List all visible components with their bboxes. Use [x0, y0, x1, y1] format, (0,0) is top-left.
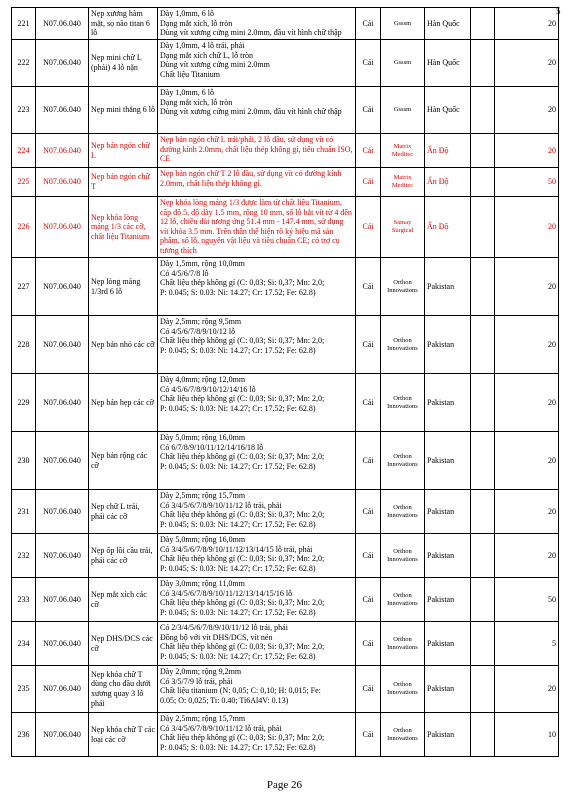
table-row: [12, 534, 559, 578]
table-row: [12, 622, 559, 666]
item-unit: Cái: [356, 534, 381, 578]
item-unit: Cái: [356, 713, 381, 757]
empty-cell: [471, 258, 495, 316]
item-spec: [158, 316, 356, 374]
table-row: [12, 197, 559, 258]
empty-cell: [471, 8, 495, 40]
item-name: Nẹp bản rộng các cỡ: [89, 432, 158, 490]
item-manufacturer: Matrix Meditec: [381, 168, 425, 197]
row-number: 229: [12, 374, 36, 432]
empty-cell: [471, 168, 495, 197]
item-quantity: 20: [495, 534, 559, 578]
item-spec: [158, 40, 356, 87]
item-code: N07.06.040: [36, 432, 89, 490]
item-origin: Ấn Độ: [425, 197, 471, 258]
spec-line: Có 3/4/5/6/7/8/9/10/11/12 lỗ trái, phải: [160, 723, 282, 733]
item-code: N07.06.040: [36, 40, 89, 87]
spec-line: Nẹp bản ngón chữ T 2 lỗ đầu, sử dụng vít có đường kính 2.0mm, chất liệu thép không gỉ.: [160, 169, 342, 188]
spec-line: Chất liệu thép không gỉ (C: 0,03; Si: 0,37; Mn: 2,0;: [160, 394, 325, 404]
item-manufacturer: Orthon Innovations: [381, 258, 425, 316]
item-code: N07.06.040: [36, 622, 89, 666]
item-spec: [158, 578, 356, 622]
spec-line: Dày 2,5mm; rộng 15,7mm: [160, 714, 246, 723]
item-code: N07.06.040: [36, 666, 89, 713]
item-unit: Cái: [356, 490, 381, 534]
spec-line: Dày 5,0mm; rộng 16,0mm: [160, 535, 246, 544]
spec-line: Dày 1,5mm, rộng 10,0mm: [160, 259, 245, 268]
page-footer: Page 26: [266, 779, 303, 791]
item-name: Nẹp ốp lồi cầu trái, phải các cỡ: [89, 534, 158, 578]
item-quantity: 20: [495, 87, 559, 134]
spec-line: Chất liệu thép không gỉ (C: 0,03; Si: 0,37; Mn: 2,0;: [160, 452, 325, 462]
empty-cell: [471, 87, 495, 134]
item-quantity: 20: [495, 8, 559, 40]
item-unit: Cái: [356, 8, 381, 40]
item-code: N07.06.040: [36, 713, 89, 757]
item-name: Nẹp khóa chữ T dùng cho đầu dưới xương quay 3 lỗ phải: [89, 666, 158, 713]
item-spec: [158, 666, 356, 713]
spec-line: P: 0.045; S: 0.03: Ni: 14.27; Cr: 17.52; Fe: 62.8): [160, 651, 316, 661]
item-manufacturer: Orthon Innovations: [381, 374, 425, 432]
spec-line: Có 3/4/5/6/7/8/9/10/11/12 lỗ trái, phải: [160, 500, 282, 510]
item-spec: [158, 432, 356, 490]
item-name: Nẹp chữ L trái, phải các cỡ: [89, 490, 158, 534]
spec-line: Dày 1,0mm, 6 lỗ: [160, 88, 214, 97]
table-row: [12, 578, 559, 622]
item-name: Nẹp mini thẳng 6 lỗ: [89, 87, 158, 134]
spec-line: Dày 5,0mm; rộng 16,0mm: [160, 433, 246, 442]
spec-line: Chất liệu thép không gỉ (C: 0,03; Si: 0,37; Mn: 2,0;: [160, 733, 325, 743]
spec-line: Dày 2,0mm; rộng 9,2mm: [160, 667, 242, 676]
item-spec: [158, 134, 356, 168]
row-number: 236: [12, 713, 36, 757]
item-name: Nẹp bản hẹp các cỡ: [89, 374, 158, 432]
item-origin: Hàn Quốc: [425, 40, 471, 87]
item-code: N07.06.040: [36, 374, 89, 432]
spec-line: Chất liệu thép không gỉ (C: 0,03; Si: 0,37; Mn: 2,0;: [160, 554, 325, 564]
table-row: [12, 87, 559, 134]
item-unit: Cái: [356, 168, 381, 197]
spec-line: Chất liệu thép không gỉ (C: 0,03; Si: 0,37; Mn: 2,0;: [160, 336, 325, 346]
row-number: 227: [12, 258, 36, 316]
item-manufacturer: Orthon Innovations: [381, 666, 425, 713]
item-unit: Cái: [356, 40, 381, 87]
empty-cell: [471, 40, 495, 87]
table-row: [12, 316, 559, 374]
item-origin: Pakistan: [425, 432, 471, 490]
spec-line: P: 0.045; S: 0.03: Ni: 14.27; Cr: 17.52; Fe: 62.8): [160, 742, 316, 752]
spec-line: 0.05; O: 0,025; Ti: 0.40; Ti6Al4V: 0.13): [160, 695, 289, 705]
spec-line: P: 0.045; S: 0.03: Ni: 14.27; Cr: 17.52; Fe: 62.8): [160, 563, 316, 573]
item-origin: Pakistan: [425, 622, 471, 666]
spec-line: Dạng mắt xích, lỗ tròn: [160, 97, 233, 107]
spec-line: Nẹp bản ngón chữ L trái/phải, 2 lỗ đầu, sử dụng vít có đường kính 2.0mm, chất liệu thép không gỉ, tiêu chuẩn ISO, CE: [160, 135, 353, 164]
spec-line: P: 0.045; S: 0.03: Ni: 14.27; Cr: 17.52; Fe: 62.8): [160, 607, 316, 617]
item-origin: Ấn Độ: [425, 168, 471, 197]
spec-line: Có 4/5/6/7/8/9/10/12/14/16 lỗ: [160, 384, 256, 394]
spec-line: Dày 1,0mm, 6 lỗ: [160, 9, 214, 18]
item-quantity: 10: [495, 713, 559, 757]
item-manufacturer: Gsssm: [381, 87, 425, 134]
item-name: Nẹp mini chữ L (phải) 4 lỗ nặn: [89, 40, 158, 87]
spec-line: Dày 2,5mm; rộng 15,7mm: [160, 491, 246, 500]
item-unit: Cái: [356, 197, 381, 258]
spec-line: P: 0.045; S: 0.03: Ni: 14.27; Cr: 17.52; Fe: 62.8): [160, 345, 316, 355]
item-code: N07.06.040: [36, 8, 89, 40]
product-table: [11, 7, 559, 757]
empty-cell: [471, 534, 495, 578]
item-origin: Pakistan: [425, 534, 471, 578]
empty-cell: [471, 197, 495, 258]
item-code: N07.06.040: [36, 534, 89, 578]
empty-cell: [471, 666, 495, 713]
table-row: [12, 374, 559, 432]
row-number: 223: [12, 87, 36, 134]
item-origin: Ấn Độ: [425, 134, 471, 168]
item-origin: Pakistan: [425, 258, 471, 316]
item-code: N07.06.040: [36, 168, 89, 197]
item-name: Nẹp lòng máng 1/3rd 6 lỗ: [89, 258, 158, 316]
item-origin: Pakistan: [425, 666, 471, 713]
item-unit: Cái: [356, 374, 381, 432]
row-number: 232: [12, 534, 36, 578]
row-number: 222: [12, 40, 36, 87]
item-code: N07.06.040: [36, 197, 89, 258]
item-manufacturer: Orthon Innovations: [381, 713, 425, 757]
item-quantity: 50: [495, 578, 559, 622]
spec-line: Dùng vít xương cứng mini 2.0mm: [160, 60, 270, 70]
item-quantity: 20: [495, 490, 559, 534]
item-spec: [158, 534, 356, 578]
item-name: Nẹp bản ngón chữ L: [89, 134, 158, 168]
item-spec: [158, 168, 356, 197]
item-quantity: 20: [495, 134, 559, 168]
empty-cell: [471, 374, 495, 432]
spec-line: Có 4/5/6/7/8 lỗ: [160, 268, 209, 278]
item-name: Nẹp bản nhỏ các cỡ: [89, 316, 158, 374]
spec-line: P: 0.045; S: 0.03: Ni: 14.27; Cr: 17.52; Fe: 62.8): [160, 519, 316, 529]
spec-line: Chất liệu thép không gỉ (C: 0,03; Si: 0,37; Mn: 2,0;: [160, 598, 325, 608]
empty-cell: [471, 713, 495, 757]
item-origin: Pakistan: [425, 713, 471, 757]
item-origin: Pakistan: [425, 316, 471, 374]
item-unit: Cái: [356, 622, 381, 666]
item-origin: Pakistan: [425, 578, 471, 622]
spec-line: Chất liệu thép không gỉ (C: 0,03; Si: 0,37; Mn: 2,0;: [160, 642, 325, 652]
table-row: [12, 168, 559, 197]
empty-cell: [471, 622, 495, 666]
item-unit: Cái: [356, 432, 381, 490]
item-manufacturer: Matrix Meditec: [381, 134, 425, 168]
item-manufacturer: Samay Surgical: [381, 197, 425, 258]
spec-line: Dạng mắt xích, lỗ tròn: [160, 18, 233, 28]
item-origin: Pakistan: [425, 490, 471, 534]
row-number: 228: [12, 316, 36, 374]
item-name: Nẹp DHS/DCS các cỡ: [89, 622, 158, 666]
item-quantity: 20: [495, 666, 559, 713]
item-spec: [158, 87, 356, 134]
empty-cell: [471, 490, 495, 534]
item-manufacturer: Gsssm: [381, 40, 425, 87]
table-row: [12, 713, 559, 757]
table-row: [12, 490, 559, 534]
item-code: N07.06.040: [36, 134, 89, 168]
table-row: [12, 134, 559, 168]
spec-line: Chất liệu thép không gỉ (C: 0,03; Si: 0,37; Mn: 2,0;: [160, 510, 325, 520]
item-quantity: 20: [495, 258, 559, 316]
item-manufacturer: Orthon Innovations: [381, 316, 425, 374]
item-code: N07.06.040: [36, 490, 89, 534]
table-body: [12, 8, 559, 757]
empty-cell: [471, 432, 495, 490]
item-spec: [158, 197, 356, 258]
spec-line: P: 0.045; S: 0.03: Ni: 14.27; Cr: 17.52; Fe: 62.8): [160, 287, 316, 297]
item-unit: Cái: [356, 134, 381, 168]
item-code: N07.06.040: [36, 87, 89, 134]
top-page-number: 5: [556, 6, 561, 16]
item-spec: [158, 258, 356, 316]
item-unit: Cái: [356, 578, 381, 622]
spec-line: Dạng mắt xích chữ L, lỗ tròn: [160, 50, 253, 60]
item-quantity: 20: [495, 197, 559, 258]
row-number: 231: [12, 490, 36, 534]
item-spec: [158, 374, 356, 432]
item-spec: [158, 622, 356, 666]
spec-line: Nẹp khóa lòng máng 1/3 được làm từ chất liệu Titanium, cấp độ 5, độ dày 1.5 mm, rộng 10 mm, số lỗ bắt vít từ 4 đến 12 lỗ, chiều dài tương ứng 51.4 mm - 147.4 mm, sử dụng vít khóa 3.5 mm. Trên thân thể hiện rõ ký hiệu mã sản phẩm, số lỗ, nguyên vật liệu và tiêu chuẩn CE; có trợ cụ tương thích: [160, 198, 352, 255]
empty-cell: [471, 134, 495, 168]
row-number: 226: [12, 197, 36, 258]
item-quantity: 20: [495, 40, 559, 87]
item-name: Nẹp khóa lòng máng 1/3 các cỡ, chất liệu Titanium: [89, 197, 158, 258]
item-code: N07.06.040: [36, 578, 89, 622]
item-origin: Hàn Quốc: [425, 8, 471, 40]
row-number: 233: [12, 578, 36, 622]
item-spec: [158, 8, 356, 40]
spec-line: Có 3/5/7/9 lỗ trái, phải: [160, 676, 233, 686]
spec-line: Chất liệu thép không gỉ (C: 0,03; Si: 0,37; Mn: 2,0;: [160, 278, 325, 288]
spec-line: Dùng vít xương cứng mini 2.0mm, đầu vít hình chữ thập: [160, 107, 342, 117]
spec-line: Chất liệu Titanium: [160, 69, 221, 79]
spec-line: Có 2/3/4/5/6/7/8/9/10/11/12 lỗ trái, phải: [160, 623, 288, 632]
item-name: Nẹp xương hàm mặt, sọ não titan 6 lỗ: [89, 8, 158, 40]
item-quantity: 5: [495, 622, 559, 666]
item-quantity: 50: [495, 168, 559, 197]
spec-line: Dày 2,5mm; rộng 9,5mm: [160, 317, 242, 326]
spec-line: Dày 4,0mm; rộng 12,0mm: [160, 375, 246, 384]
item-origin: Hàn Quốc: [425, 87, 471, 134]
item-manufacturer: Orthon Innovations: [381, 578, 425, 622]
item-manufacturer: Orthon Innovations: [381, 432, 425, 490]
item-unit: Cái: [356, 258, 381, 316]
row-number: 234: [12, 622, 36, 666]
item-quantity: 20: [495, 316, 559, 374]
item-code: N07.06.040: [36, 316, 89, 374]
item-spec: [158, 490, 356, 534]
table-row: [12, 666, 559, 713]
table-row: [12, 258, 559, 316]
spec-line: Dày 3,0mm; rộng 11,0mm: [160, 579, 245, 588]
spec-line: P: 0.045; S: 0.03: Ni: 14.27; Cr: 17.52; Fe: 62.8): [160, 461, 316, 471]
item-name: Nẹp bản ngón chữ T: [89, 168, 158, 197]
item-manufacturer: Orthon Innovations: [381, 490, 425, 534]
item-quantity: 20: [495, 374, 559, 432]
spec-line: Dày 1,0mm, 4 lỗ trái, phải: [160, 41, 245, 50]
item-unit: Cái: [356, 87, 381, 134]
row-number: 230: [12, 432, 36, 490]
spec-line: Đồng bộ với vít DHS/DCS, vít nén: [160, 632, 273, 642]
spec-line: P: 0.045; S: 0.03: Ni: 14.27; Cr: 17.52; Fe: 62.8): [160, 403, 316, 413]
item-name: Nẹp mắt xích các cỡ: [89, 578, 158, 622]
row-number: 235: [12, 666, 36, 713]
table-row: [12, 8, 559, 40]
spec-line: Dùng vít xương cứng mini 2.0mm, đầu vít hình chữ thập: [160, 28, 342, 38]
empty-cell: [471, 578, 495, 622]
item-manufacturer: Gsssm: [381, 8, 425, 40]
row-number: 221: [12, 8, 36, 40]
row-number: 224: [12, 134, 36, 168]
empty-cell: [471, 316, 495, 374]
item-origin: Pakistan: [425, 374, 471, 432]
spec-line: Chất liệu titanium (N: 0,05; C: 0,10; H: 0,015; Fe:: [160, 686, 321, 696]
row-number: 225: [12, 168, 36, 197]
item-name: Nẹp khóa chữ T các loại các cỡ: [89, 713, 158, 757]
item-spec: [158, 713, 356, 757]
table-row: [12, 432, 559, 490]
spec-line: Có 3/4/5/6/7/8/9/10/11/12/13/14/15/16 lỗ: [160, 588, 293, 598]
spec-line: Có 4/5/6/7/8/9/10/12 lỗ: [160, 326, 236, 336]
item-manufacturer: Orthon Innovations: [381, 622, 425, 666]
item-unit: Cái: [356, 316, 381, 374]
item-quantity: 20: [495, 432, 559, 490]
spec-line: Có 3/4/5/6/7/8/9/10/11/12/13/14/15 lỗ trái, phải: [160, 544, 313, 554]
item-manufacturer: Orthon Innovations: [381, 534, 425, 578]
table-row: [12, 40, 559, 87]
spec-line: Có 6/7/8/9/10/11/12/14/16/18 lỗ: [160, 442, 264, 452]
item-code: N07.06.040: [36, 258, 89, 316]
item-unit: Cái: [356, 666, 381, 713]
